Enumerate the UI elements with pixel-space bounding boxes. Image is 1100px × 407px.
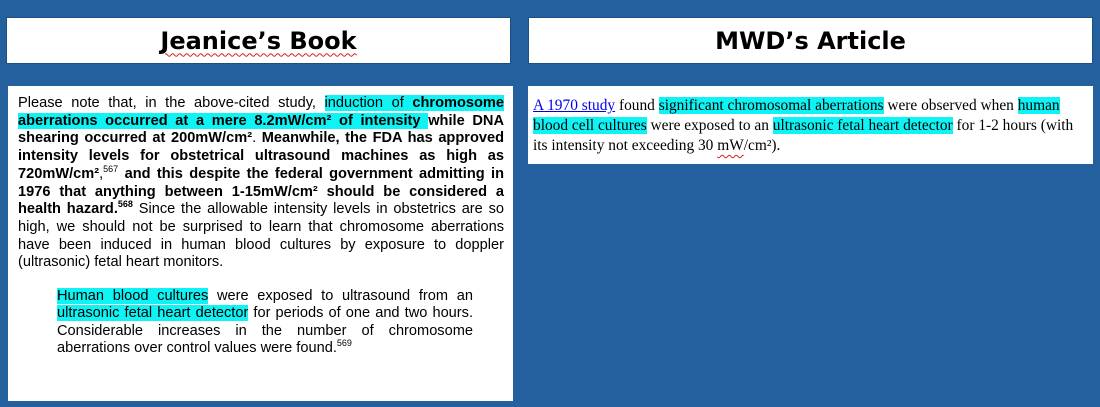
article-text: were observed when — [883, 97, 1018, 114]
book-text: Since the allowable intensity levels in obstetrics are so high, we should not be surprised to learn that chromosome aberrations have been induced in human blood cultures by exposure to doppler (ultrasonic) fetal heart monitors. — [18, 201, 505, 271]
right-title-box — [528, 17, 1093, 64]
book-text: . — [252, 130, 262, 147]
article-excerpt-panel — [528, 86, 1093, 164]
article-paragraph — [533, 96, 1089, 156]
article-highlight: significant chromosomal aberrations — [658, 97, 884, 114]
book-bold-text: while DNA shearing occurred at 200mW/cm² — [18, 112, 504, 147]
article-text: found — [615, 97, 659, 114]
quote-highlight: Human blood cultures — [57, 288, 209, 305]
article-highlight: human blood cell cultures — [533, 97, 1060, 134]
book-text: Please note that, in the above-cited study, — [18, 95, 325, 111]
study-link[interactable]: A 1970 study — [533, 97, 616, 114]
left-title: Jeanice’s Book — [160, 26, 357, 55]
quote-text: were exposed to ultrasound from an — [208, 288, 473, 305]
article-text: for 1-2 hours (with its intensity not exceeding 30 — [533, 117, 1074, 154]
book-text: , — [99, 165, 104, 182]
book-excerpt-panel — [8, 86, 513, 401]
left-title-box — [6, 17, 511, 64]
article-text: /cm²). — [743, 137, 781, 154]
article-unit: mW — [717, 137, 744, 154]
book-bold-text: Meanwhile, the FDA has approved intensity levels for obstetrical ultrasound machines as high as 720mW/cm² — [18, 130, 505, 182]
book-block-quote — [57, 288, 473, 358]
right-title: MWD’s Article — [715, 26, 906, 55]
book-bold-text: and this despite the federal government admitting in 1976 that anything between 1-15mW/cm² should be considered a health hazard. — [18, 165, 504, 218]
footnote-ref: 567 — [103, 163, 119, 174]
article-highlight: ultrasonic fetal heart detector — [772, 117, 953, 134]
book-paragraph — [18, 95, 504, 272]
quote-text: for periods of one and two hours. Considerable increases in the number of chromosome aberrations over control values were found. — [57, 305, 474, 357]
article-text: were exposed to an — [646, 117, 773, 134]
book-highlight: induction of — [324, 95, 413, 111]
quote-highlight: ultrasonic fetal heart detector — [57, 305, 249, 322]
book-highlight-bold: chromosome aberrations occurred at a mere 8.2mW/cm² of intensity — [18, 95, 504, 129]
footnote-ref: 569 — [336, 338, 352, 349]
footnote-ref: 568 — [117, 199, 133, 210]
